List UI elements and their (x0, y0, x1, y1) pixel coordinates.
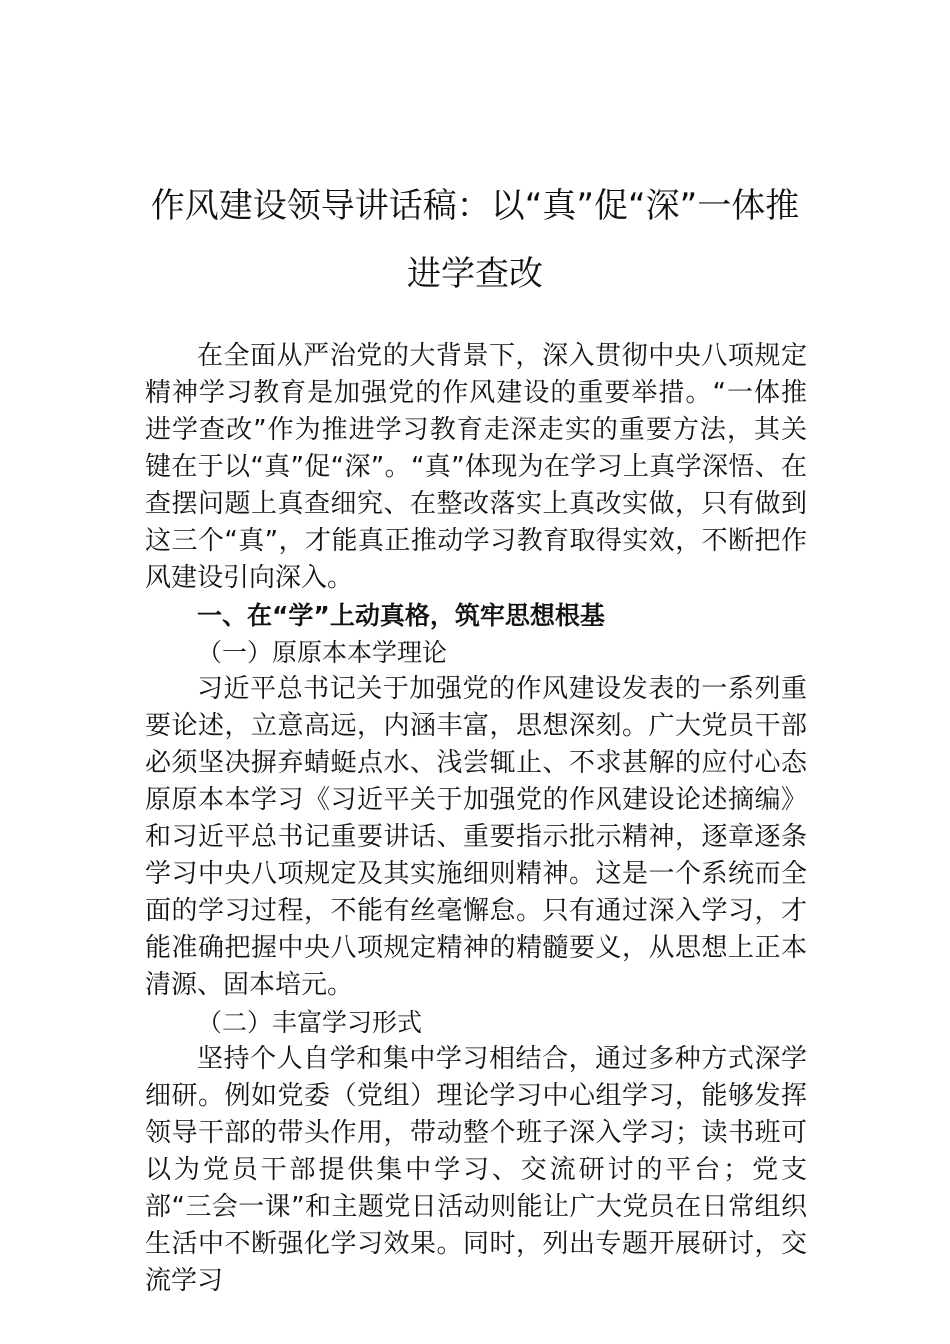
paragraph-intro: 在全面从严治党的大背景下，深入贯彻中央八项规定精神学习教育是加强党的作风建设的重要举措。“一体推进学查改”作为推进学习教育走深走实的重要方法，其关键在于以“真”促“深”。“真”体现为在学习上真学深悟、在查摆问题上真查细究、在整改落实上真改实做，只有做到这三个“真”，才能真正推动学习教育取得实效，不断把作风建设引向深入。 (145, 341, 807, 593)
document-title: 作风建设领导讲话稿：以“真”促“深”一体推进学查改 (150, 186, 800, 294)
paragraph-study-forms: 坚持个人自学和集中学习相结合，通过多种方式深学细研。例如党委（党组）理论学习中心组学习，能够发挥领导干部的带头作用，带动整个班子深入学习；读书班可以为党员干部提供集中学习、交流研讨的平台；党支部“三会一课”和主题党日活动则能让广大党员在日常组织生活中不断强化学习效果。同时，列出专题开展研讨，交流学习 (145, 1044, 807, 1296)
document-body (145, 338, 807, 1300)
paragraph-study-theory: 习近平总书记关于加强党的作风建设发表的一系列重要论述，立意高远，内涵丰富，思想深刻。广大党员干部必须坚决摒弃蜻蜓点水、浅尝辄止、不求甚解的应付心态原原本本学习《习近平关于加强党的作风建设论述摘编》和习近平总书记重要讲话、重要指示批示精神，逐章逐条学习中央八项规定及其实施细则精神。这是一个系统而全面的学习过程，不能有丝毫懈怠。只有通过深入学习，才能准确把握中央八项规定精神的精髓要义，从思想上正本清源、固本培元。 (145, 674, 807, 1000)
section-heading-1: 一、在“学”上动真格，筑牢思想根基 (197, 601, 605, 630)
subsection-heading-1: （一）原原本本学理论 (197, 638, 448, 667)
subsection-heading-2: （二）丰富学习形式 (197, 1008, 423, 1037)
